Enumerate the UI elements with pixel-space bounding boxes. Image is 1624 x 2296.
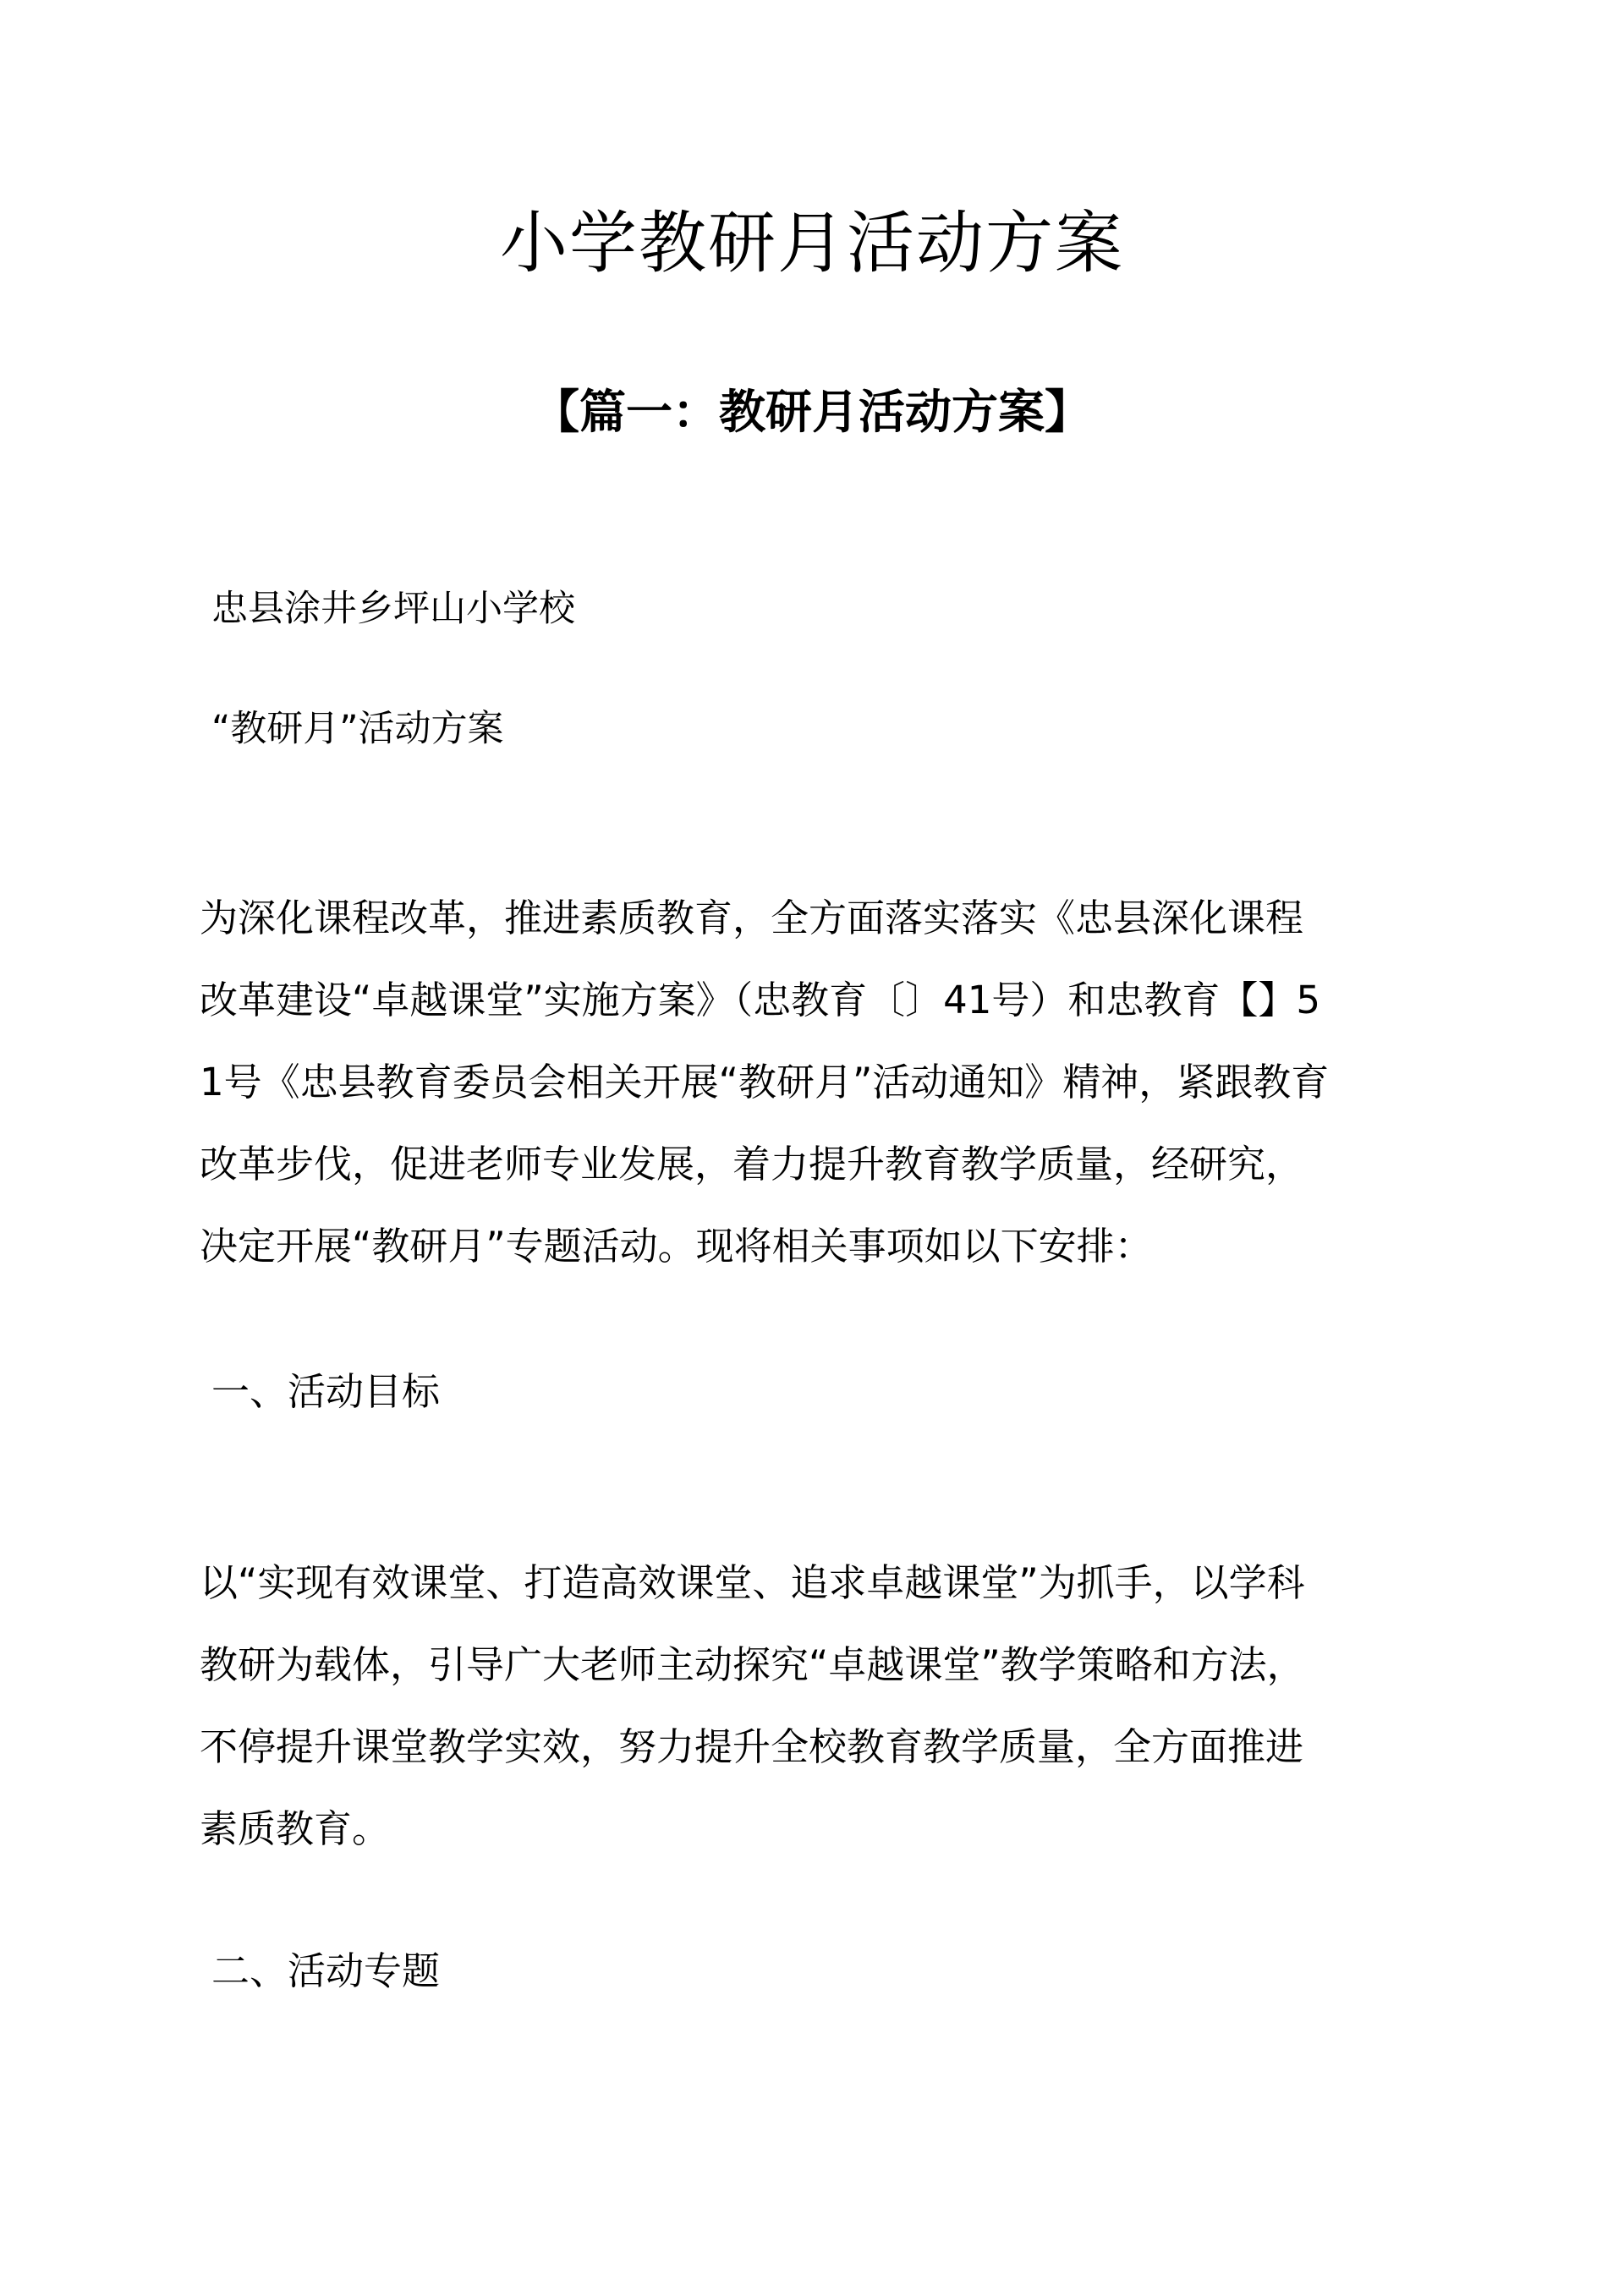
goals-paragraph	[200, 1558, 1435, 1886]
intro-line: 1号《忠县教育委员会相关开展“教研月”活动通知》精神，紧跟教育	[200, 1060, 1330, 1104]
document-subtitle: 【篇一：教研月活动方案】	[532, 384, 1091, 439]
intro-line: 决定开展“教研月”专题活动。现将相关事项如以下安排：	[200, 1224, 1153, 1269]
plan-name: “教研月”活动方案	[211, 708, 504, 750]
intro-line: 改革建设“卓越课堂”实施方案》（忠教育〔〕41号）和忠教育【】5	[200, 978, 1321, 1022]
section-heading-goals: 一、活动目标	[211, 1369, 441, 1414]
goals-line: 素质教育。	[200, 1806, 391, 1851]
intro-line: 改革步伐，促进老师专业发展，着力提升教育教学质量，经研究，	[200, 1142, 1304, 1186]
intro-paragraph	[200, 893, 1435, 1303]
goals-line: 教研为载体，引导广大老师主动探究“卓越课堂”教学策略和方法，	[200, 1642, 1305, 1687]
section-heading-topics: 二、活动专题	[211, 1948, 441, 1993]
document-title: 小学教研月活动方案	[500, 204, 1124, 282]
school-name: 忠县涂井乡坪山小学校	[211, 588, 575, 630]
intro-line: 为深化课程改革，推进素质教育，全方面落实落实《忠县深化课程	[200, 896, 1304, 940]
goals-line: 以“实现有效课堂、打造高效课堂、追求卓越课堂”为抓手，以学科	[200, 1560, 1305, 1605]
goals-line: 不停提升课堂教学实效，努力提升全校教育教学质量，全方面推进	[200, 1724, 1304, 1769]
